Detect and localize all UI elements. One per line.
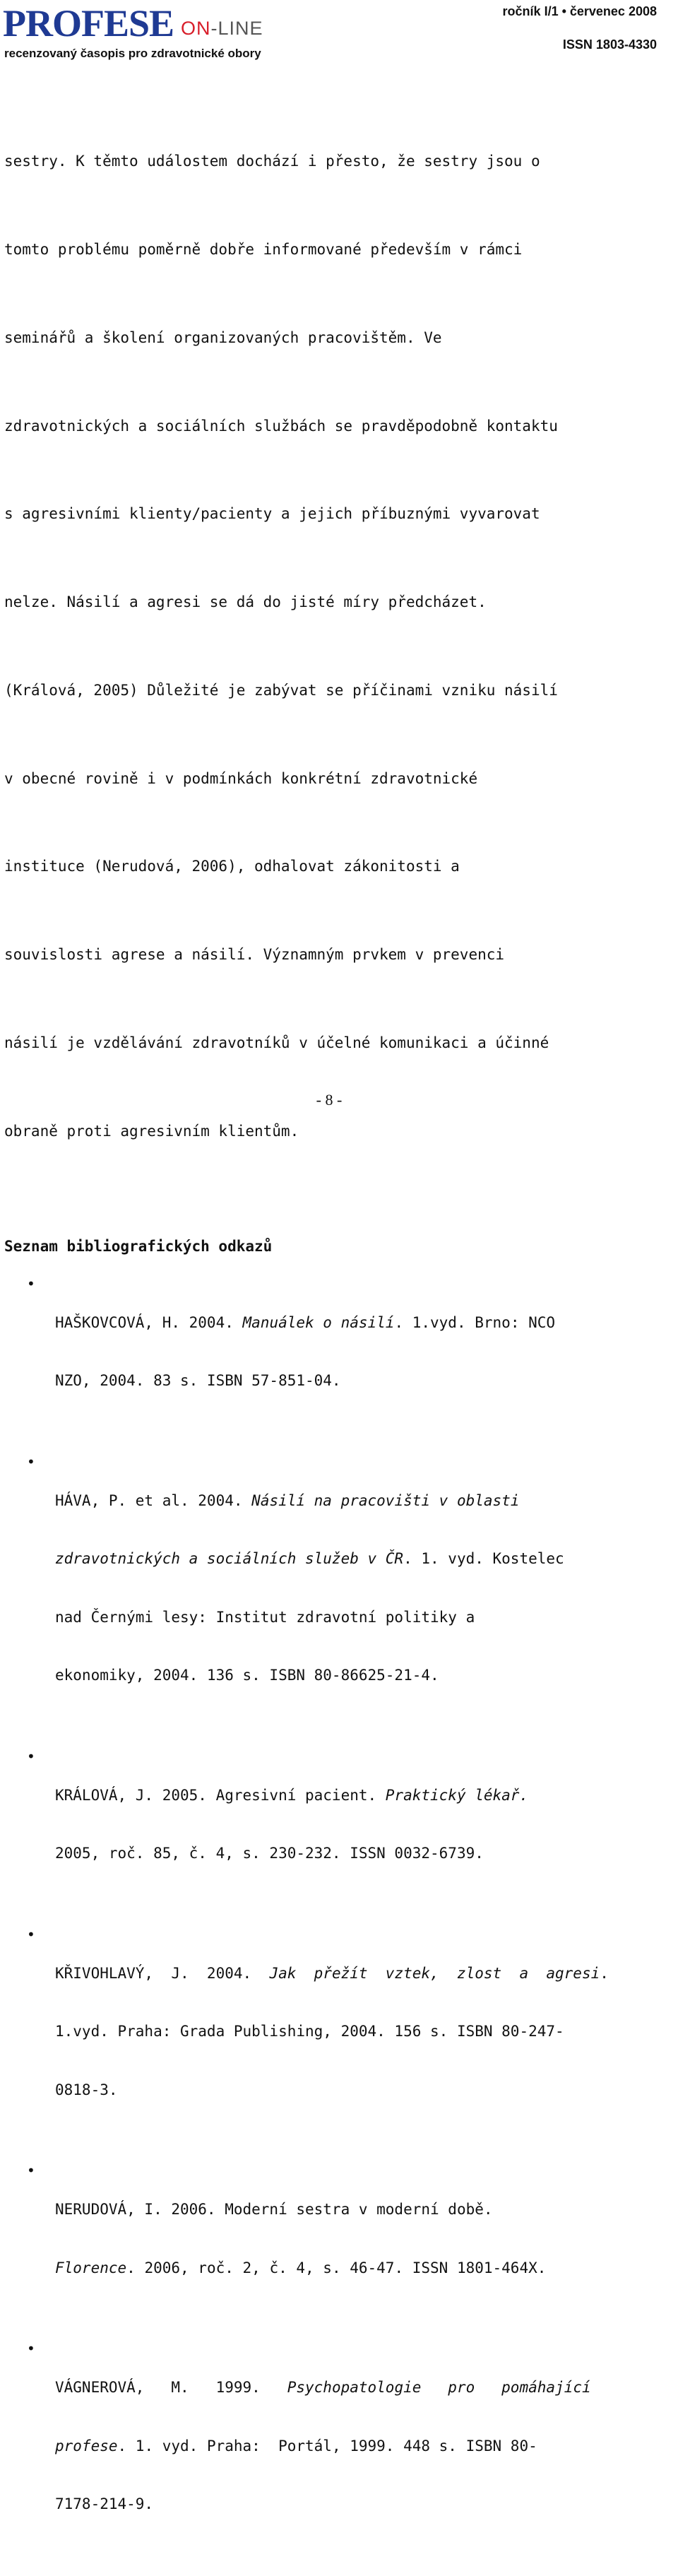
- reference-item: [4, 2339, 654, 2553]
- ref-title-italic: Psychopatologie pro pomáhající: [287, 2379, 591, 2397]
- paragraph-line: obraně proti agresivním klientům.: [4, 1122, 299, 1140]
- ref-text: . 1.vyd. Brno: NCO: [394, 1313, 556, 1331]
- logo-subtitle: recenzovaný časopis pro zdravotnické obory: [4, 47, 261, 60]
- ref-text: HÁVA, P. et al. 2004.: [55, 1491, 252, 1509]
- reference-item: [4, 1925, 654, 2139]
- ref-title-italic: Manuálek o násilí: [242, 1313, 395, 1331]
- body-paragraph: [4, 88, 654, 1205]
- issn-info: ISSN 1803-4330: [562, 37, 657, 52]
- references-list: [4, 1275, 654, 2553]
- article-content: [4, 88, 654, 2576]
- paragraph-line: násilí je vzdělávání zdravotníků v účelné komunikaci a účinné: [4, 1034, 549, 1051]
- logo-online-rest: -LINE: [210, 18, 263, 39]
- logo-profese-text: PROFESE: [3, 2, 174, 45]
- ref-text: .: [519, 1786, 529, 1804]
- paragraph-line: s agresivními klienty/pacienty a jejich příbuznými vyvarovat: [4, 505, 540, 523]
- reference-line: 7178-214-9.: [55, 2495, 154, 2513]
- ref-title-italic: Jak přežít vztek, zlost a agresi: [269, 1964, 600, 1982]
- ref-title-italic: Násilí na pracovišti v oblasti: [251, 1491, 520, 1509]
- paragraph-line: sestry. K těmto událostem dochází i přesto, že sestry jsou o: [4, 153, 540, 170]
- ref-text: . 1. vyd. Kostelec: [403, 1550, 564, 1568]
- reference-line: [55, 1313, 654, 1333]
- reference-line: ekonomiky, 2004. 136 s. ISBN 80-86625-21-4.: [55, 1667, 439, 1684]
- ref-title-italic: Florence: [55, 2259, 127, 2276]
- journal-logo: [3, 1, 264, 65]
- reference-item: [4, 2161, 654, 2317]
- references-heading: Seznam bibliografických odkazů: [4, 1237, 273, 1255]
- reference-line: [55, 1786, 654, 1806]
- ref-text: .: [600, 1964, 609, 1982]
- reference-item: [4, 1275, 654, 1430]
- paragraph-line: tomto problému poměrně dobře informované především v rámci: [4, 240, 523, 258]
- ref-title-italic: zdravotnických a sociálních služeb v ČR: [55, 1550, 404, 1568]
- logo-online-prefix: ON: [181, 18, 211, 39]
- ref-title-italic: profese: [55, 2437, 118, 2454]
- paragraph-line: souvislosti agrese a násilí. Významným prvkem v prevenci: [4, 946, 505, 964]
- logo-online-text: [181, 19, 263, 38]
- reference-line: NZO, 2004. 83 s. ISBN 57-851-04.: [55, 1372, 341, 1390]
- reference-line: [55, 1491, 654, 1511]
- ref-text: . 2006, roč. 2, č. 4, s. 46-47. ISSN 1801-464X.: [126, 2259, 547, 2276]
- paragraph-line: nelze. Násilí a agresi se dá do jisté míry předcházet.: [4, 593, 487, 611]
- issue-info: ročník I/1 • červenec 2008: [502, 4, 657, 18]
- ref-text: KRÁLOVÁ, J. 2005. Agresivní pacient.: [55, 1786, 386, 1804]
- reference-line: [55, 1964, 654, 1984]
- reference-line: [55, 2437, 654, 2457]
- reference-line: [55, 2378, 654, 2398]
- paragraph-line: seminářů a školení organizovaných pracovištěm. Ve: [4, 329, 442, 346]
- paragraph-line: v obecné rovině i v podmínkách konkrétní zdravotnické: [4, 769, 478, 787]
- logo-wordmark: [3, 1, 263, 45]
- page-number: - 8 -: [316, 1091, 343, 1109]
- paragraph-line: (Králová, 2005) Důležité je zabývat se příčinami vzniku násilí: [4, 681, 558, 699]
- reference-line: [55, 1549, 654, 1569]
- reference-line: nad Černými lesy: Institut zdravotní politiky a: [55, 1608, 475, 1626]
- ref-text: HAŠKOVCOVÁ, H. 2004.: [55, 1313, 243, 1331]
- reference-line: 2005, roč. 85, č. 4, s. 230-232. ISSN 0032-6739.: [55, 1845, 484, 1862]
- reference-line: 1.vyd. Praha: Grada Publishing, 2004. 156 s. ISBN 80-247-: [55, 2023, 564, 2040]
- reference-item: [4, 1453, 654, 1725]
- paragraph-line: instituce (Nerudová, 2006), odhalovat zákonitosti a: [4, 858, 460, 875]
- ref-text: VÁGNEROVÁ, M. 1999.: [55, 2379, 287, 2397]
- reference-item: [4, 1747, 654, 1903]
- reference-line: • NERUDOVÁ, I. 2006. Moderní sestra v moderní době.: [55, 2201, 493, 2218]
- ref-text: KŘIVOHLAVÝ, J. 2004.: [55, 1964, 270, 1982]
- reference-line: 0818-3.: [55, 2081, 118, 2098]
- ref-text: . 1. vyd. Praha: Portál, 1999. 448 s. ISBN 80-: [117, 2437, 537, 2454]
- paragraph-line: zdravotnických a sociálních službách se pravděpodobně kontaktu: [4, 417, 558, 435]
- reference-line: [55, 2259, 654, 2279]
- ref-title-italic: Praktický lékař: [385, 1786, 520, 1804]
